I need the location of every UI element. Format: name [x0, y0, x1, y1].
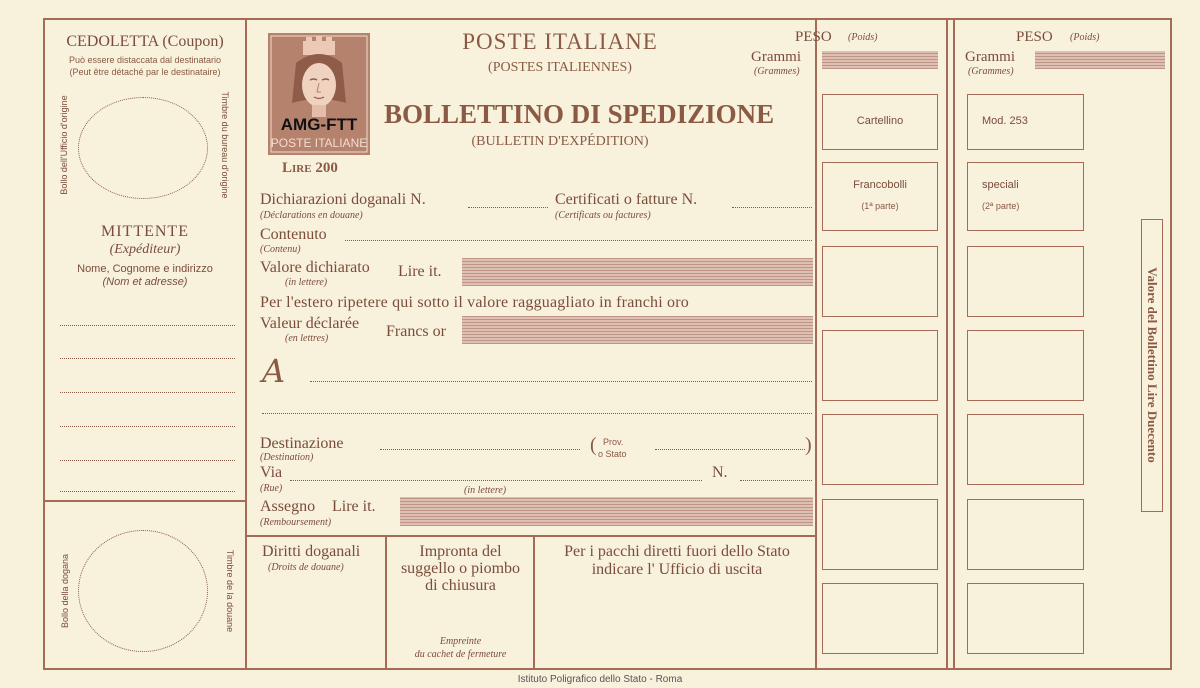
frame-top	[43, 18, 1172, 20]
coupon-divider	[45, 500, 245, 502]
abroad-note: Per l'estero ripetere qui sotto il valore ragguagliato in franchi oro	[260, 294, 689, 311]
frame-bottom	[43, 668, 1172, 670]
seal-label-2: suggello o piombo	[400, 560, 521, 577]
francs-label: Francs or	[386, 323, 446, 340]
certificates-label: Certificati o fatture N.	[555, 191, 698, 208]
coupon-separator	[245, 18, 247, 670]
seal-label-1: Impronta del	[419, 543, 502, 560]
customs-declaration-label: Dichiarazioni doganali N.	[260, 191, 426, 208]
sender-line-1[interactable]	[60, 325, 235, 326]
seal-label-3: di chiusura	[425, 577, 496, 594]
header-title-fr: (POSTES ITALIENNES)	[488, 60, 632, 75]
stamp-value: Lire 200	[282, 160, 338, 176]
weight2-input[interactable]	[1035, 51, 1165, 69]
special-stamps-label: speciali	[982, 179, 1019, 191]
special-stamps-box[interactable]	[967, 162, 1084, 231]
customs-declaration-label-fr: (Déclarations en douane)	[260, 210, 363, 221]
header-title: POSTE ITALIANE	[462, 29, 658, 54]
customs-stamp-label-fr: Timbre de la douane	[225, 549, 235, 633]
stamp-overprint: AMG-FTT	[280, 115, 358, 134]
frame-left	[43, 18, 45, 670]
house-number-input[interactable]	[740, 480, 812, 481]
exit-office-label-1: Per i pacchi diretti fuori dello Stato	[564, 543, 790, 560]
stamp-box-2-3[interactable]	[967, 246, 1084, 317]
declared-value-sub: (in lettere)	[285, 277, 328, 288]
declared-value-input[interactable]	[462, 258, 813, 286]
sender-line-4[interactable]	[60, 426, 235, 427]
seal-label-fr-1: Empreinte	[439, 636, 482, 647]
cod-amount-input[interactable]	[400, 497, 813, 526]
destination-label-fr: (Destination)	[260, 452, 314, 463]
coupon-note-1: Può essere distaccata dal destinatario	[68, 55, 222, 65]
stamp-box-1-3[interactable]	[822, 246, 938, 317]
street-label: Via	[260, 464, 283, 481]
cod-label: Assegno	[260, 498, 316, 515]
street-in-letters: (in lettere)	[464, 485, 507, 496]
lower-divider-1	[385, 535, 387, 668]
contents-label: Contenuto	[260, 226, 327, 243]
destination-label: Destinazione	[260, 435, 344, 452]
stamp-box-2-6[interactable]	[967, 499, 1084, 570]
stamp-box-2-5[interactable]	[967, 414, 1084, 485]
cod-label-fr: (Remboursement)	[260, 517, 332, 528]
sender-line-2[interactable]	[60, 358, 235, 359]
house-number-label: N.	[712, 464, 728, 481]
weight2-column-separator-b	[953, 18, 955, 670]
duties-label-fr: (Droits de douane)	[268, 562, 344, 573]
weight-label: PESO	[795, 29, 832, 45]
exit-office-label-2: indicare l' Ufficio di uscita	[591, 561, 763, 578]
lower-divider-2	[533, 535, 535, 668]
weight-input[interactable]	[822, 51, 938, 69]
frame-right	[1170, 18, 1172, 670]
sender-name-label-fr: (Nom et adresse)	[102, 276, 188, 288]
valeur-label: Valeur déclarée	[260, 315, 360, 332]
stamps-label-1: Francobolli	[853, 179, 907, 191]
stamps-box-1[interactable]	[822, 162, 938, 231]
origin-stamp-label: Bollo dell'Ufficio d'origine	[59, 95, 69, 195]
cartellino-label: Cartellino	[856, 115, 904, 127]
stamp-box-1-7[interactable]	[822, 583, 938, 654]
lower-section-divider	[247, 535, 815, 537]
street-label-fr: (Rue)	[260, 483, 283, 494]
declared-value-label: Valore dichiarato	[260, 259, 370, 276]
origin-stamp-label-fr: Timbre du bureau d'origine	[220, 91, 230, 199]
form-title-fr: (BULLETIN D'EXPÉDITION)	[471, 134, 649, 149]
grams2-label-fr: (Grammes)	[968, 66, 1014, 77]
side-value-text: Valore del Bollettino Lire Duecento	[1145, 267, 1160, 463]
sender-line-5[interactable]	[60, 460, 235, 461]
stamp-box-1-6[interactable]	[822, 499, 938, 570]
certificates-label-fr: (Certificats ou factures)	[555, 210, 651, 221]
stamp-box-2-7[interactable]	[967, 583, 1084, 654]
coupon-title: CEDOLETTA (Coupon)	[66, 33, 224, 50]
prov-close-paren: )	[805, 434, 812, 456]
stato-label: o Stato	[598, 449, 627, 459]
prov-open-paren: (	[590, 434, 597, 456]
stamps-sub-1: (1ª parte)	[861, 201, 899, 211]
francs-input[interactable]	[462, 316, 813, 344]
weight2-label-fr: (Poids)	[1070, 32, 1100, 43]
origin-stamp-circle	[78, 97, 208, 199]
recipient-line-1[interactable]	[310, 381, 812, 382]
sender-heading-fr: (Expéditeur)	[109, 242, 181, 257]
valeur-sub: (en lettres)	[285, 333, 329, 344]
duties-label: Diritti doganali	[262, 543, 361, 560]
street-input[interactable]	[290, 480, 702, 481]
prov-label: Prov.	[603, 437, 624, 447]
contents-label-fr: (Contenu)	[260, 244, 301, 255]
seal-label-fr-2: du cachet de fermeture	[414, 649, 507, 660]
customs-stamp-circle	[78, 530, 208, 652]
cod-lire-label: Lire it.	[332, 498, 376, 515]
sender-line-6[interactable]	[60, 491, 235, 492]
declared-value-lire-label: Lire it.	[398, 263, 442, 280]
weight2-label: PESO	[1016, 29, 1053, 45]
coupon-note-2: (Peut être détaché par le destinataire)	[69, 67, 221, 77]
contents-input[interactable]	[345, 240, 812, 241]
sender-name-label: Nome, Cognome e indirizzo	[77, 263, 213, 275]
stamp-box-1-5[interactable]	[822, 414, 938, 485]
special-stamps-sub: (2ª parte)	[982, 201, 1020, 211]
printer-imprint: Istituto Poligrafico dello Stato - Roma	[517, 674, 683, 685]
destination-input[interactable]	[380, 449, 580, 450]
recipient-line-2[interactable]	[262, 413, 812, 414]
mod253-label: Mod. 253	[982, 115, 1028, 127]
grams-label: Grammi	[751, 49, 801, 65]
prov-input[interactable]	[655, 449, 805, 450]
weight2-column-separator-a	[946, 18, 948, 670]
customs-stamp-label: Bollo della dogana	[60, 553, 70, 629]
grams2-label: Grammi	[965, 49, 1015, 65]
stamp-box-1-4[interactable]	[822, 330, 938, 401]
weight-label-fr: (Poids)	[848, 32, 878, 43]
stamp-label: POSTE ITALIANE	[270, 136, 368, 150]
form-title: BOLLETTINO DI SPEDIZIONE	[384, 99, 775, 129]
stamp-box-2-4[interactable]	[967, 330, 1084, 401]
grams-label-fr: (Grammes)	[754, 66, 800, 77]
recipient-symbol: A	[262, 352, 286, 390]
customs-declaration-input[interactable]	[468, 207, 548, 208]
sender-line-3[interactable]	[60, 392, 235, 393]
sender-heading: MITTENTE	[101, 223, 189, 240]
certificates-input[interactable]	[732, 207, 812, 208]
